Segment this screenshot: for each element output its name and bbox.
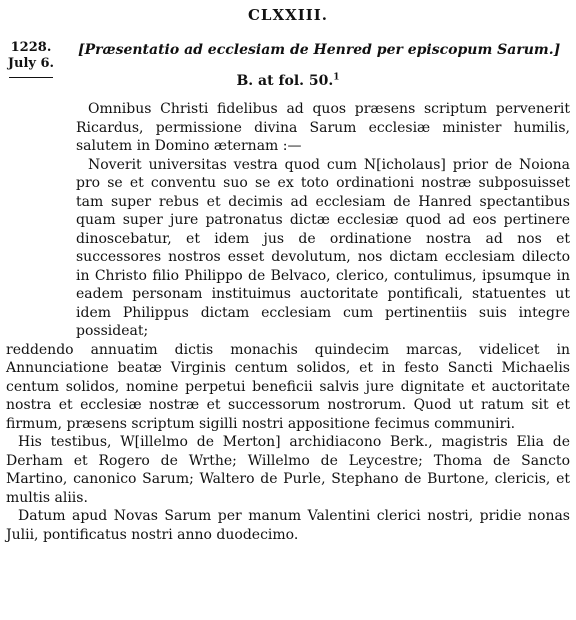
source-reference bbox=[0, 73, 576, 89]
charter-number: CLXXIII. bbox=[247, 6, 329, 24]
charter-text bbox=[6, 100, 570, 544]
paragraph-address: Omnibus Christi fidelibus ad quos præsens scriptum pervenerit Ricardus, permissione divina Sarum ecclesiæ minister humilis, salutem in Domino æternam :— bbox=[76, 101, 570, 154]
date-day: July 6. bbox=[7, 56, 55, 71]
paragraph-reddendo: reddendo annuatim dictis monachis quindecim marcas, videlicet in Annunciatione beatæ Virginis centum solidos, et in festo Sancti Michaelis centum solidos, nomine perpetui beneficii salvis jure dignitate et auctoritate nostra et ecclesiæ nostræ et successorum nostrorum. Quod ut ratum sit et firmum, præsens scriptum sigilli nostri appositione fecimus communiri. bbox=[6, 341, 570, 432]
paragraph-notification: Noverit universitas vestra quod cum N[icholaus] prior de Noiona pro se et conventu suo se ex toto ordinationi nostræ subposuisset tam super rebus et decimis ad ecclesiam de Hanred spectantibus quam super jure patronatus dictæ ecclesiæ quod ad eos pertinere dinoscebatur, et idem jus de ordinatione nostra ad nos et successores nostros esset devolutum, nos dictam ecclesiam dilecto in Christo filio Philippo de Belvaco, clerico, contulimus, ipsumque in eadem personam instituimus auctoritate pontificali, statuentes ut idem Philippus dictam ecclesiam cum pertinentiis suis integre possideat; bbox=[76, 156, 570, 339]
document-heading: [Præsentatio ad ecclesiam de Henred per episcopum Sarum.] bbox=[78, 42, 561, 58]
footnote-mark: 1 bbox=[333, 72, 340, 83]
date-year: 1228. bbox=[10, 40, 52, 55]
source-text: B. at fol. 50. bbox=[236, 73, 334, 89]
paragraph-witnesses: His testibus, W[illelmo de Merton] archidiacono Berk., magistris Elia de Derham et Rogero de Wrthe; Willelmo de Leycestre; Thoma de Sancto Martino, canonico Sarum; Waltero de Purle, Stephano de Burtone, clericis, et multis aliis. bbox=[6, 434, 570, 506]
paragraph-datum: Datum apud Novas Sarum per manum Valentini clerici nostri, pridie nonas Julii, pontificatus nostri anno duodecimo. bbox=[6, 508, 570, 543]
